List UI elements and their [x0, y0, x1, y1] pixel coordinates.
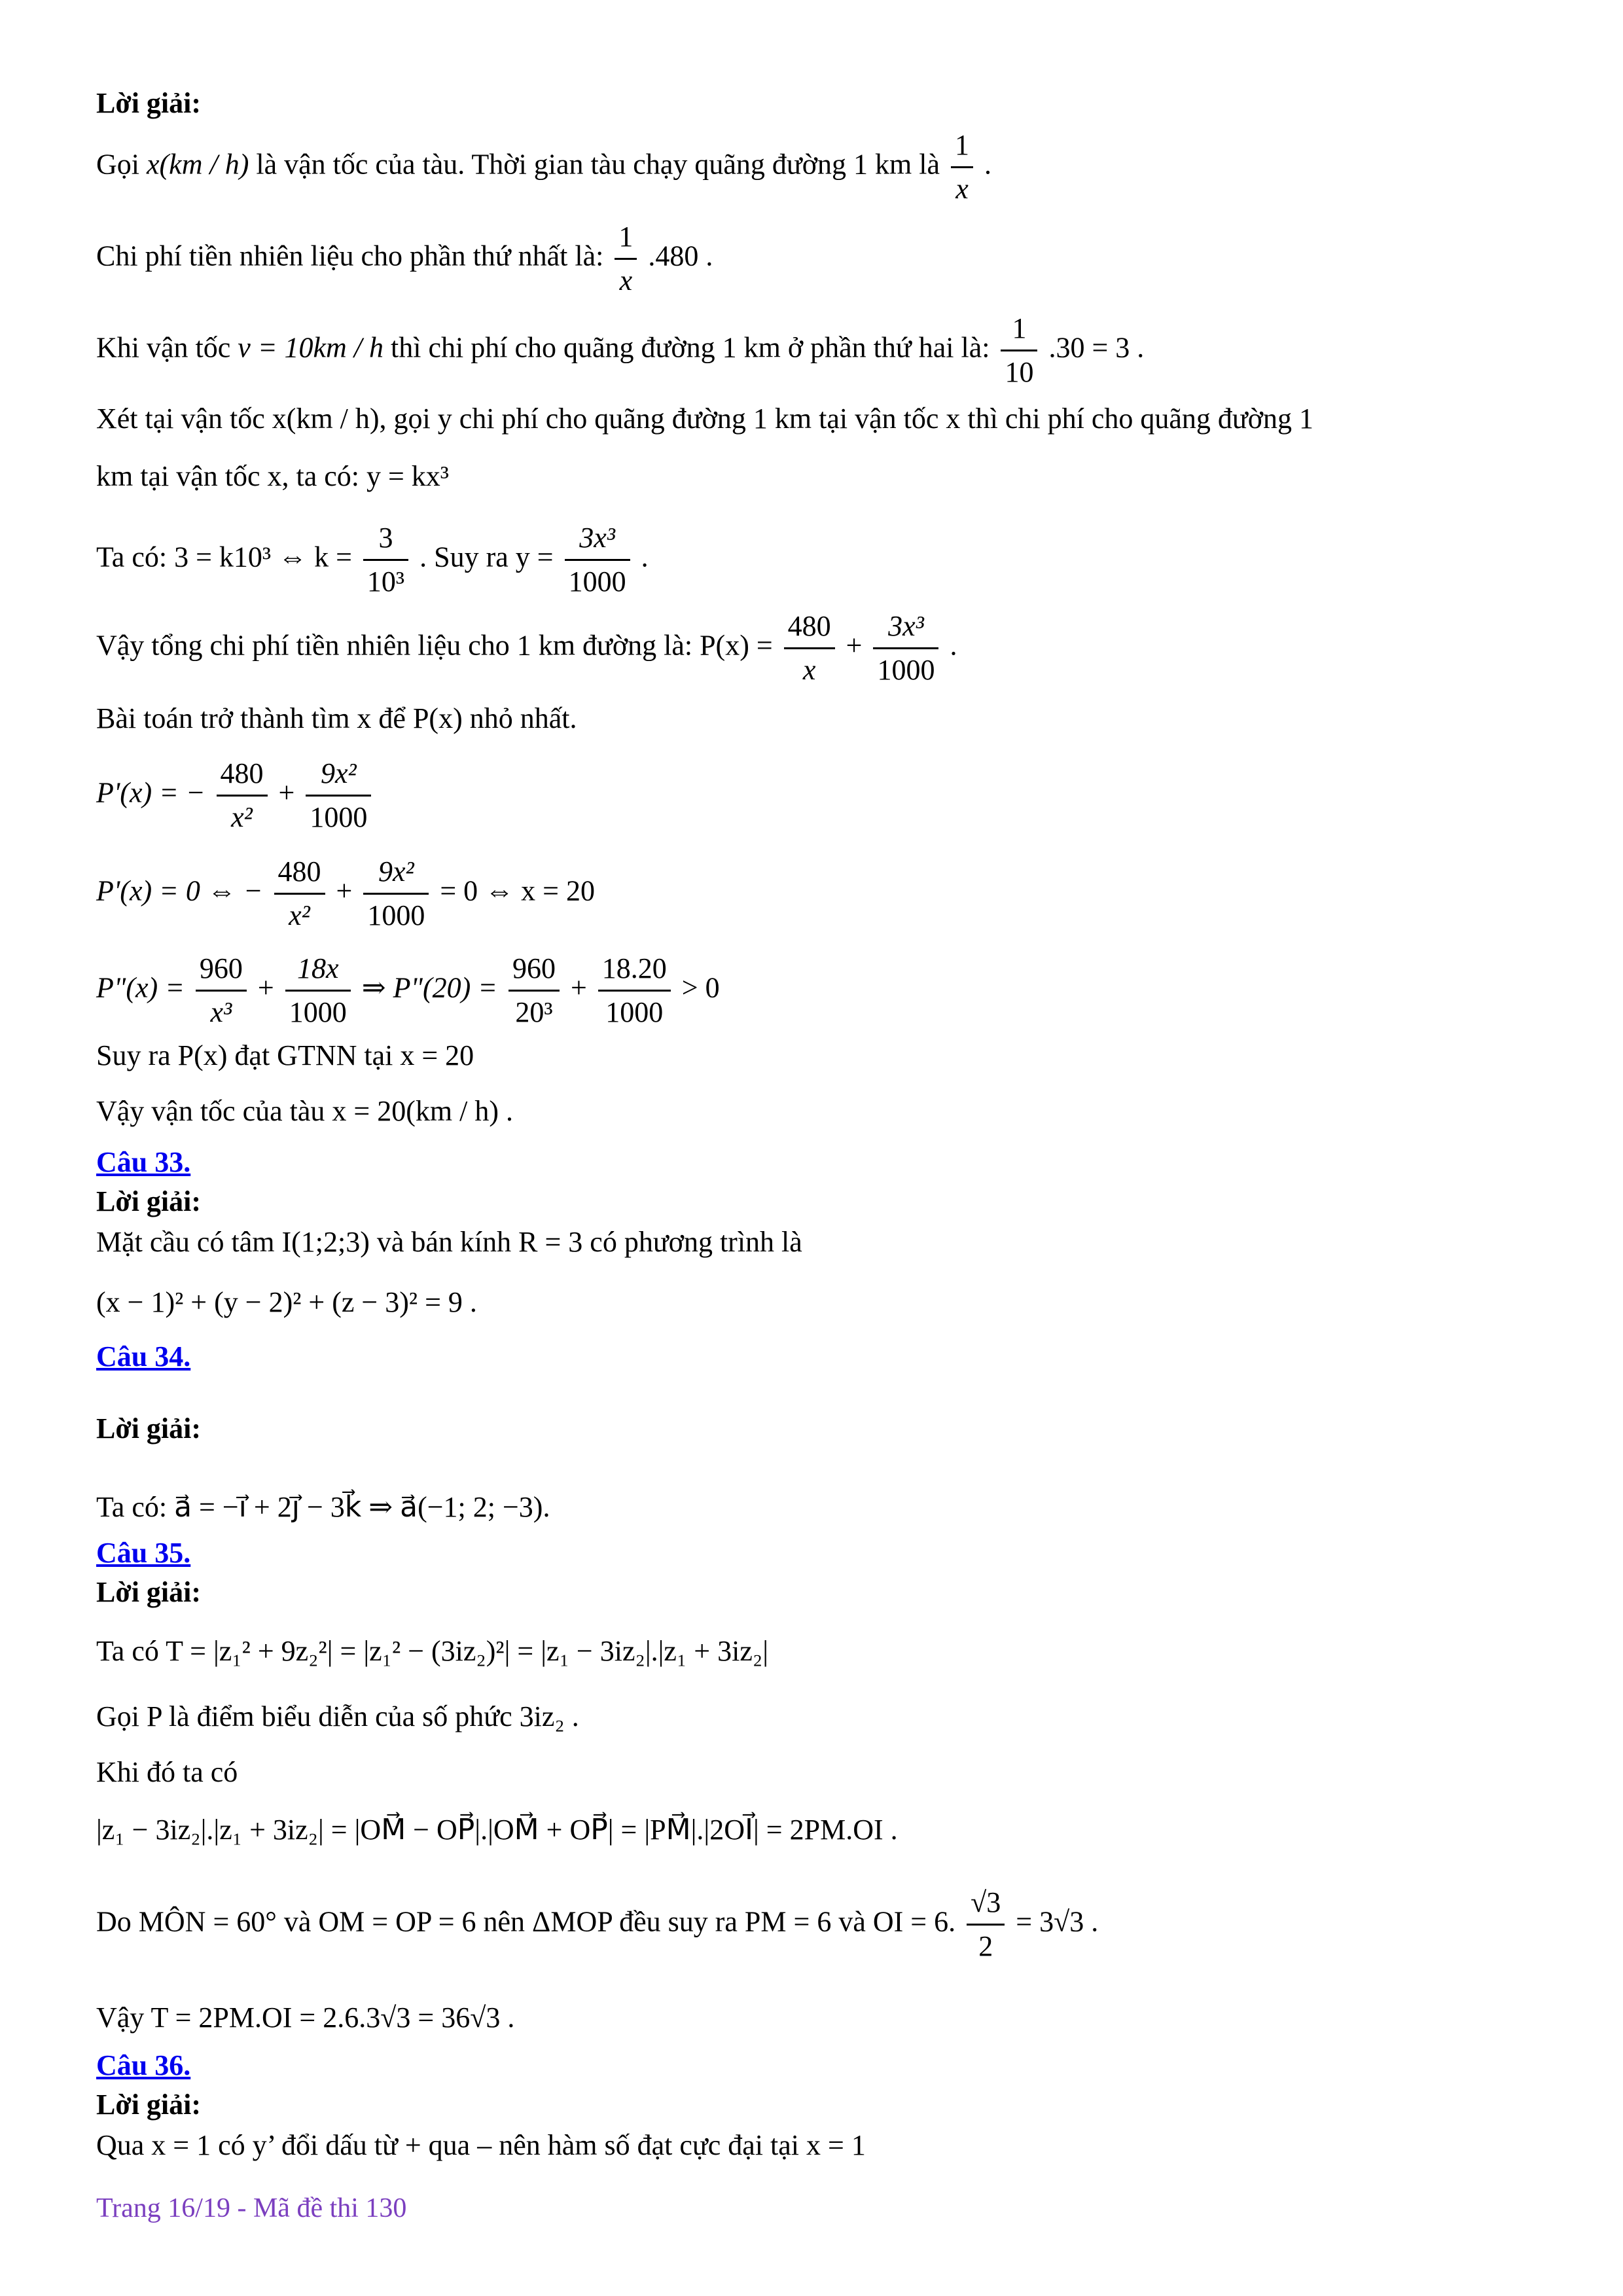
- text-line: Mặt cầu có tâm I(1;2;3) và bán kính R = 3 có phương trình là: [96, 1226, 802, 1258]
- solution-heading: Lời giải:: [96, 2089, 202, 2121]
- text-line: Do MÔN = 60° và OM = OP = 6 nên ΔMOP đều suy ra PM = 6 và OI = 6. $\frac{√3}{2}$ = 3√3 .: [96, 1882, 1098, 1967]
- fraction: $\frac{\text{3x³}}{1000}$: [565, 517, 630, 603]
- fraction: $\frac{480}{\text{x²}}$: [217, 753, 268, 838]
- text-line: Chi phí tiền nhiên liệu cho phần thứ nhất là: $\frac{1}{x}$ .480 .: [96, 216, 713, 302]
- formula-line: P"(x) = $\frac{960}{\text{x³}}$ + $\frac{18x}{1000}$ ⇒ P"(20) = $\frac{960}{\text{20³}}$ + $\frac{18.20}{1000}$ > 0: [96, 948, 720, 1033]
- solution-heading: Lời giải:: [96, 1412, 202, 1444]
- text-line: km tại vận tốc x, ta có: y = kx³: [96, 460, 449, 492]
- fraction: $\frac{480}{x}$: [784, 605, 835, 691]
- fraction: $\frac{18x}{1000}$: [285, 948, 351, 1033]
- fraction: $\frac{960}{\text{x³}}$: [196, 948, 247, 1033]
- question-link-35[interactable]: Câu 35.: [96, 1537, 191, 1569]
- text-line: Xét tại vận tốc x(km / h), gọi y chi phí cho quãng đường 1 km tại vận tốc x thì chi phí cho quãng đường 1: [96, 403, 1314, 435]
- text-line: Khi đó ta có: [96, 1756, 238, 1788]
- fraction: $\frac{1}{x}$: [951, 124, 973, 210]
- text-line: Gọi P là điểm biểu diễn của số phức 3iz₂ .: [96, 1700, 579, 1732]
- text-line: Bài toán trở thành tìm x để P(x) nhỏ nhất.: [96, 702, 577, 734]
- text-line: Ta có: 3 = k10³ ⇔ k = $\frac{3}{\text{10³}}$ . Suy ra y = $\frac{\text{3x³}}{1000}$ .: [96, 517, 649, 603]
- fraction: $\frac{960}{\text{20³}}$: [508, 948, 560, 1033]
- text-line: Khi vận tốc v = 10km / h thì chi phí cho quãng đường 1 km ở phần thứ hai là: $\frac{1}{10}$ .30 = 3 .: [96, 308, 1144, 393]
- fraction: $\frac{\text{9x²}}{1000}$: [306, 753, 371, 838]
- formula-line: P'(x) = − $\frac{480}{\text{x²}}$ + $\frac{\text{9x²}}{1000}$: [96, 753, 375, 838]
- fraction: $\frac{480}{\text{x²}}$: [274, 851, 325, 937]
- fraction: $\frac{\text{9x²}}{1000}$: [363, 851, 429, 937]
- solution-heading: Lời giải:: [96, 87, 202, 119]
- fraction: $\frac{\text{3x³}}{1000}$: [873, 605, 938, 691]
- question-link-33[interactable]: Câu 33.: [96, 1146, 191, 1178]
- formula-line: (x − 1)² + (y − 2)² + (z − 3)² = 9 .: [96, 1286, 477, 1318]
- text-line: Vậy vận tốc của tàu x = 20(km / h) .: [96, 1095, 513, 1127]
- text-line: Vậy tổng chi phí tiền nhiên liệu cho 1 km đường là: P(x) = $\frac{480}{x}$ + $\frac{\text{3x³}}{1000}$ .: [96, 605, 957, 691]
- formula-line: |z₁ − 3iz₂|.|z₁ + 3iz₂| = |OM⃗ − OP⃗|.|OM⃗ + OP⃗| = |PM⃗|.|2OI⃗| = 2PM.OI .: [96, 1814, 898, 1846]
- solution-heading: Lời giải:: [96, 1185, 202, 1217]
- fraction: $\frac{1}{10}$: [1001, 308, 1037, 393]
- question-link-34[interactable]: Câu 34.: [96, 1340, 191, 1372]
- fraction: $\frac{18.20}{1000}$: [598, 948, 671, 1033]
- text-line: Qua x = 1 có y’ đổi dấu từ + qua – nên hàm số đạt cực đại tại x = 1: [96, 2129, 866, 2161]
- text-line: Suy ra P(x) đạt GTNN tại x = 20: [96, 1039, 474, 1071]
- fraction: $\frac{√3}{2}$: [967, 1882, 1005, 1967]
- text-line: Ta có: a⃗ = −i⃗ + 2j⃗ − 3k⃗ ⇒ a⃗(−1; 2; −3).: [96, 1491, 550, 1523]
- formula-line: Ta có T = |z₁² + 9z₂²| = |z₁² − (3iz₂)²| = |z₁ − 3iz₂|.|z₁ + 3iz₂|: [96, 1635, 769, 1667]
- formula-line: P'(x) = 0 ⇔ − $\frac{480}{\text{x²}}$ + $\frac{\text{9x²}}{1000}$ = 0 ⇔ x = 20: [96, 851, 595, 937]
- fraction: $\frac{3}{\text{10³}}$: [363, 517, 408, 603]
- question-link-36[interactable]: Câu 36.: [96, 2049, 191, 2081]
- solution-heading: Lời giải:: [96, 1576, 202, 1608]
- fraction: $\frac{1}{x}$: [615, 216, 637, 302]
- formula-line: Vậy T = 2PM.OI = 2.6.3√3 = 36√3 .: [96, 2001, 515, 2034]
- page-footer: Trang 16/19 - Mã đề thi 130: [96, 2193, 407, 2223]
- text-line: Gọi x(km / h) là vận tốc của tàu. Thời gian tàu chạy quãng đường 1 km là $\frac{1}{x}$ .: [96, 124, 991, 210]
